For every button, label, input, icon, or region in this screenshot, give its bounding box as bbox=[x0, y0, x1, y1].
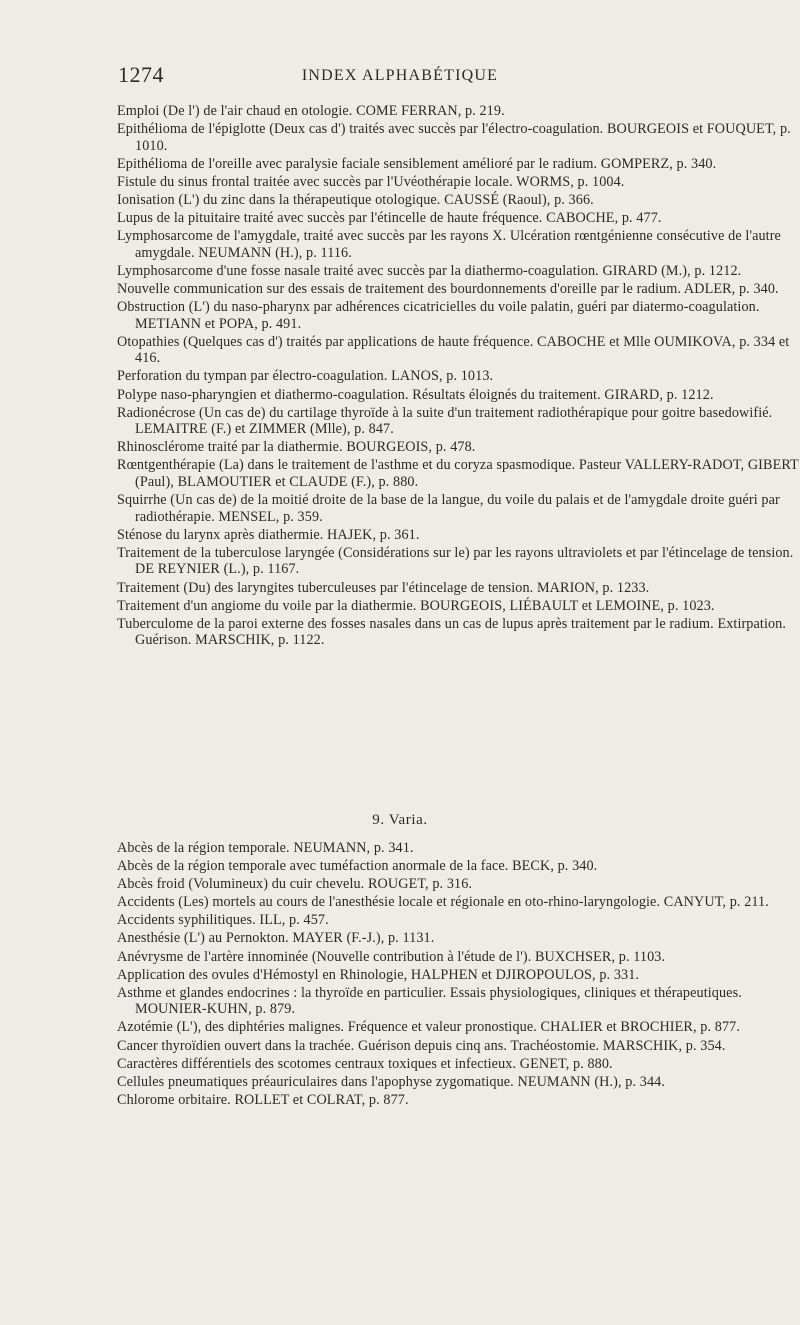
index-entry: Abcès de la région temporale. NEUMANN, p. 341. bbox=[117, 840, 414, 856]
index-entry: Application des ovules d'Hémostyl en Rhinologie, HALPHEN et DJIROPOULOS, p. 331. bbox=[117, 966, 640, 983]
index-entry: Sténose du larynx après diathermie. HAJEK, p. 361. bbox=[117, 526, 420, 543]
index-entry: Tuberculome de la paroi externe des fosses nasales dans un cas de lupus après traitement par le radium. Extirpation. Guérison. MARSCHIK, p. 1122. bbox=[117, 615, 787, 649]
index-entry: Polype naso-pharyngien et diathermo-coagulation. Résultats éloignés du traitement. GIRARD, p. 1212. bbox=[117, 386, 714, 403]
index-entry: Anévrysme de l'artère innominée (Nouvelle contribution à l'étude de l'). BUXCHSER, p. 1103. bbox=[117, 948, 666, 965]
index-entry: Caractères différentiels des scotomes centraux toxiques et infectieux. GENET, p. 880. bbox=[117, 1055, 613, 1072]
index-entry: Traitement d'un angiome du voile par la diathermie. BOURGEOIS, LIÉBAULT et LEMOINE, p. 1023. bbox=[117, 597, 715, 614]
index-entry: Lupus de la pituitaire traité avec succès par l'étincelle de haute fréquence. CABOCHE, p. 477. bbox=[117, 210, 662, 227]
index-entry: Chlorome orbitaire. ROLLET et COLRAT, p. 877. bbox=[117, 1091, 409, 1108]
page-header bbox=[0, 62, 800, 96]
index-entry: Accidents syphilitiques. ILL, p. 457. bbox=[117, 912, 329, 929]
index-entry: Perforation du tympan par électro-coagulation. LANOS, p. 1013. bbox=[117, 368, 494, 385]
index-entry: Abcès de la région temporale avec tuméfaction anormale de la face. BECK, p. 340. bbox=[117, 858, 598, 875]
index-entries-section-8 bbox=[117, 103, 800, 650]
index-entry: Rhinosclérome traité par la diathermie. BOURGEOIS, p. 478. bbox=[117, 439, 476, 456]
index-entry: Obstruction (L') du naso-pharynx par adhérences cicatricielles du voile palatin, guéri par diatermo-coagulation. METIANN et POPA, p. 491. bbox=[117, 299, 760, 332]
index-entry: Cellules pneumatiques préauriculaires dans l'apophyse zygomatique. NEUMANN (H.), p. 344. bbox=[117, 1073, 665, 1090]
index-entry: Traitement (Du) des laryngites tuberculeuses par l'étincelage de tension. MARION, p. 1233. bbox=[117, 579, 650, 596]
index-entry: Radionécrose (Un cas de) du cartilage thyroïde à la suite d'un traitement radiothérapique pour goitre basedowifié. LEMAITRE (F.) et ZIMMER (Mlle), p. 847. bbox=[117, 404, 773, 438]
index-entry: Otopathies (Quelques cas d') traités par applications de haute fréquence. CABOCHE et Mlle OUMIKOVA, p. 334 et 416. bbox=[117, 333, 790, 367]
section-heading: 9. Varia. bbox=[372, 812, 428, 828]
index-entry: Nouvelle communication sur des essais de traitement des bourdonnements d'oreille par le radium. ADLER, p. 340. bbox=[117, 280, 779, 297]
index-entry: Accidents (Les) mortels au cours de l'anesthésie locale et régionale en oto-rhino-laryngologie. CANYUT, p. 211. bbox=[117, 894, 769, 911]
index-entry: Rœntgenthérapie (La) dans le traitement de l'asthme et du coryza spasmodique. Pasteur VALLERY-RADOT, GIBERT (Paul), BLAMOUTIER et CLAUDE (F.), p. 880. bbox=[117, 457, 799, 490]
index-entries-varia bbox=[117, 840, 800, 1110]
index-entry: Anesthésie (L') au Pernokton. MAYER (F.-J.), p. 1131. bbox=[117, 930, 435, 947]
index-entry: Lymphosarcome de l'amygdale, traité avec succès par les rayons X. Ulcération rœntgénienne consécutive de l'autre amygdale. NEUMANN (H.), p. 1116. bbox=[117, 228, 781, 261]
index-entry: Emploi (De l') de l'air chaud en otologie. COME FERRAN, p. 219. bbox=[117, 103, 505, 119]
index-entry: Ionisation (L') du zinc dans la thérapeutique otologique. CAUSSÉ (Raoul), p. 366. bbox=[117, 191, 594, 208]
index-entry: Azotémie (L'), des diphtéries malignes. Fréquence et valeur pronostique. CHALIER et BROCHIER, p. 877. bbox=[117, 1019, 740, 1036]
index-entry: Traitement de la tuberculose laryngée (Considérations sur le) par les rayons ultraviolets et par l'étincelage de tension. DE REYNIER (L.), p. 1167. bbox=[117, 544, 794, 578]
page-number: 1274 bbox=[118, 62, 164, 87]
index-entry: Asthme et glandes endocrines : la thyroïde en particulier. Essais physiologiques, cliniques et thérapeutiques. MOUNIER-KUHN, p. 879. bbox=[117, 984, 742, 1018]
index-entry: Epithélioma de l'épiglotte (Deux cas d') traités avec succès par l'électro-coagulation. BOURGEOIS et FOUQUET, p. 1010. bbox=[117, 121, 791, 154]
index-entry: Cancer thyroïdien ouvert dans la trachée. Guérison depuis cinq ans. Trachéostomie. MARSCHIK, p. 354. bbox=[117, 1037, 726, 1054]
index-entry: Epithélioma de l'oreille avec paralysie faciale sensiblement amélioré par le radium. GOMPERZ, p. 340. bbox=[117, 155, 717, 172]
index-entry: Squirrhe (Un cas de) de la moitié droite de la base de la langue, du voile du palais et de l'amygdale droite guéri par radiothérapie. MENSEL, p. 359. bbox=[117, 492, 780, 525]
running-title: INDEX ALPHABÉTIQUE bbox=[301, 67, 499, 84]
index-entry: Fistule du sinus frontal traitée avec succès par l'Uvéothérapie locale. WORMS, p. 1004. bbox=[117, 173, 625, 190]
index-entry: Abcès froid (Volumineux) du cuir chevelu. ROUGET, p. 316. bbox=[117, 876, 473, 893]
index-entry: Lymphosarcome d'une fosse nasale traité avec succès par la diathermo-coagulation. GIRARD (M.), p. 1212. bbox=[117, 262, 742, 279]
